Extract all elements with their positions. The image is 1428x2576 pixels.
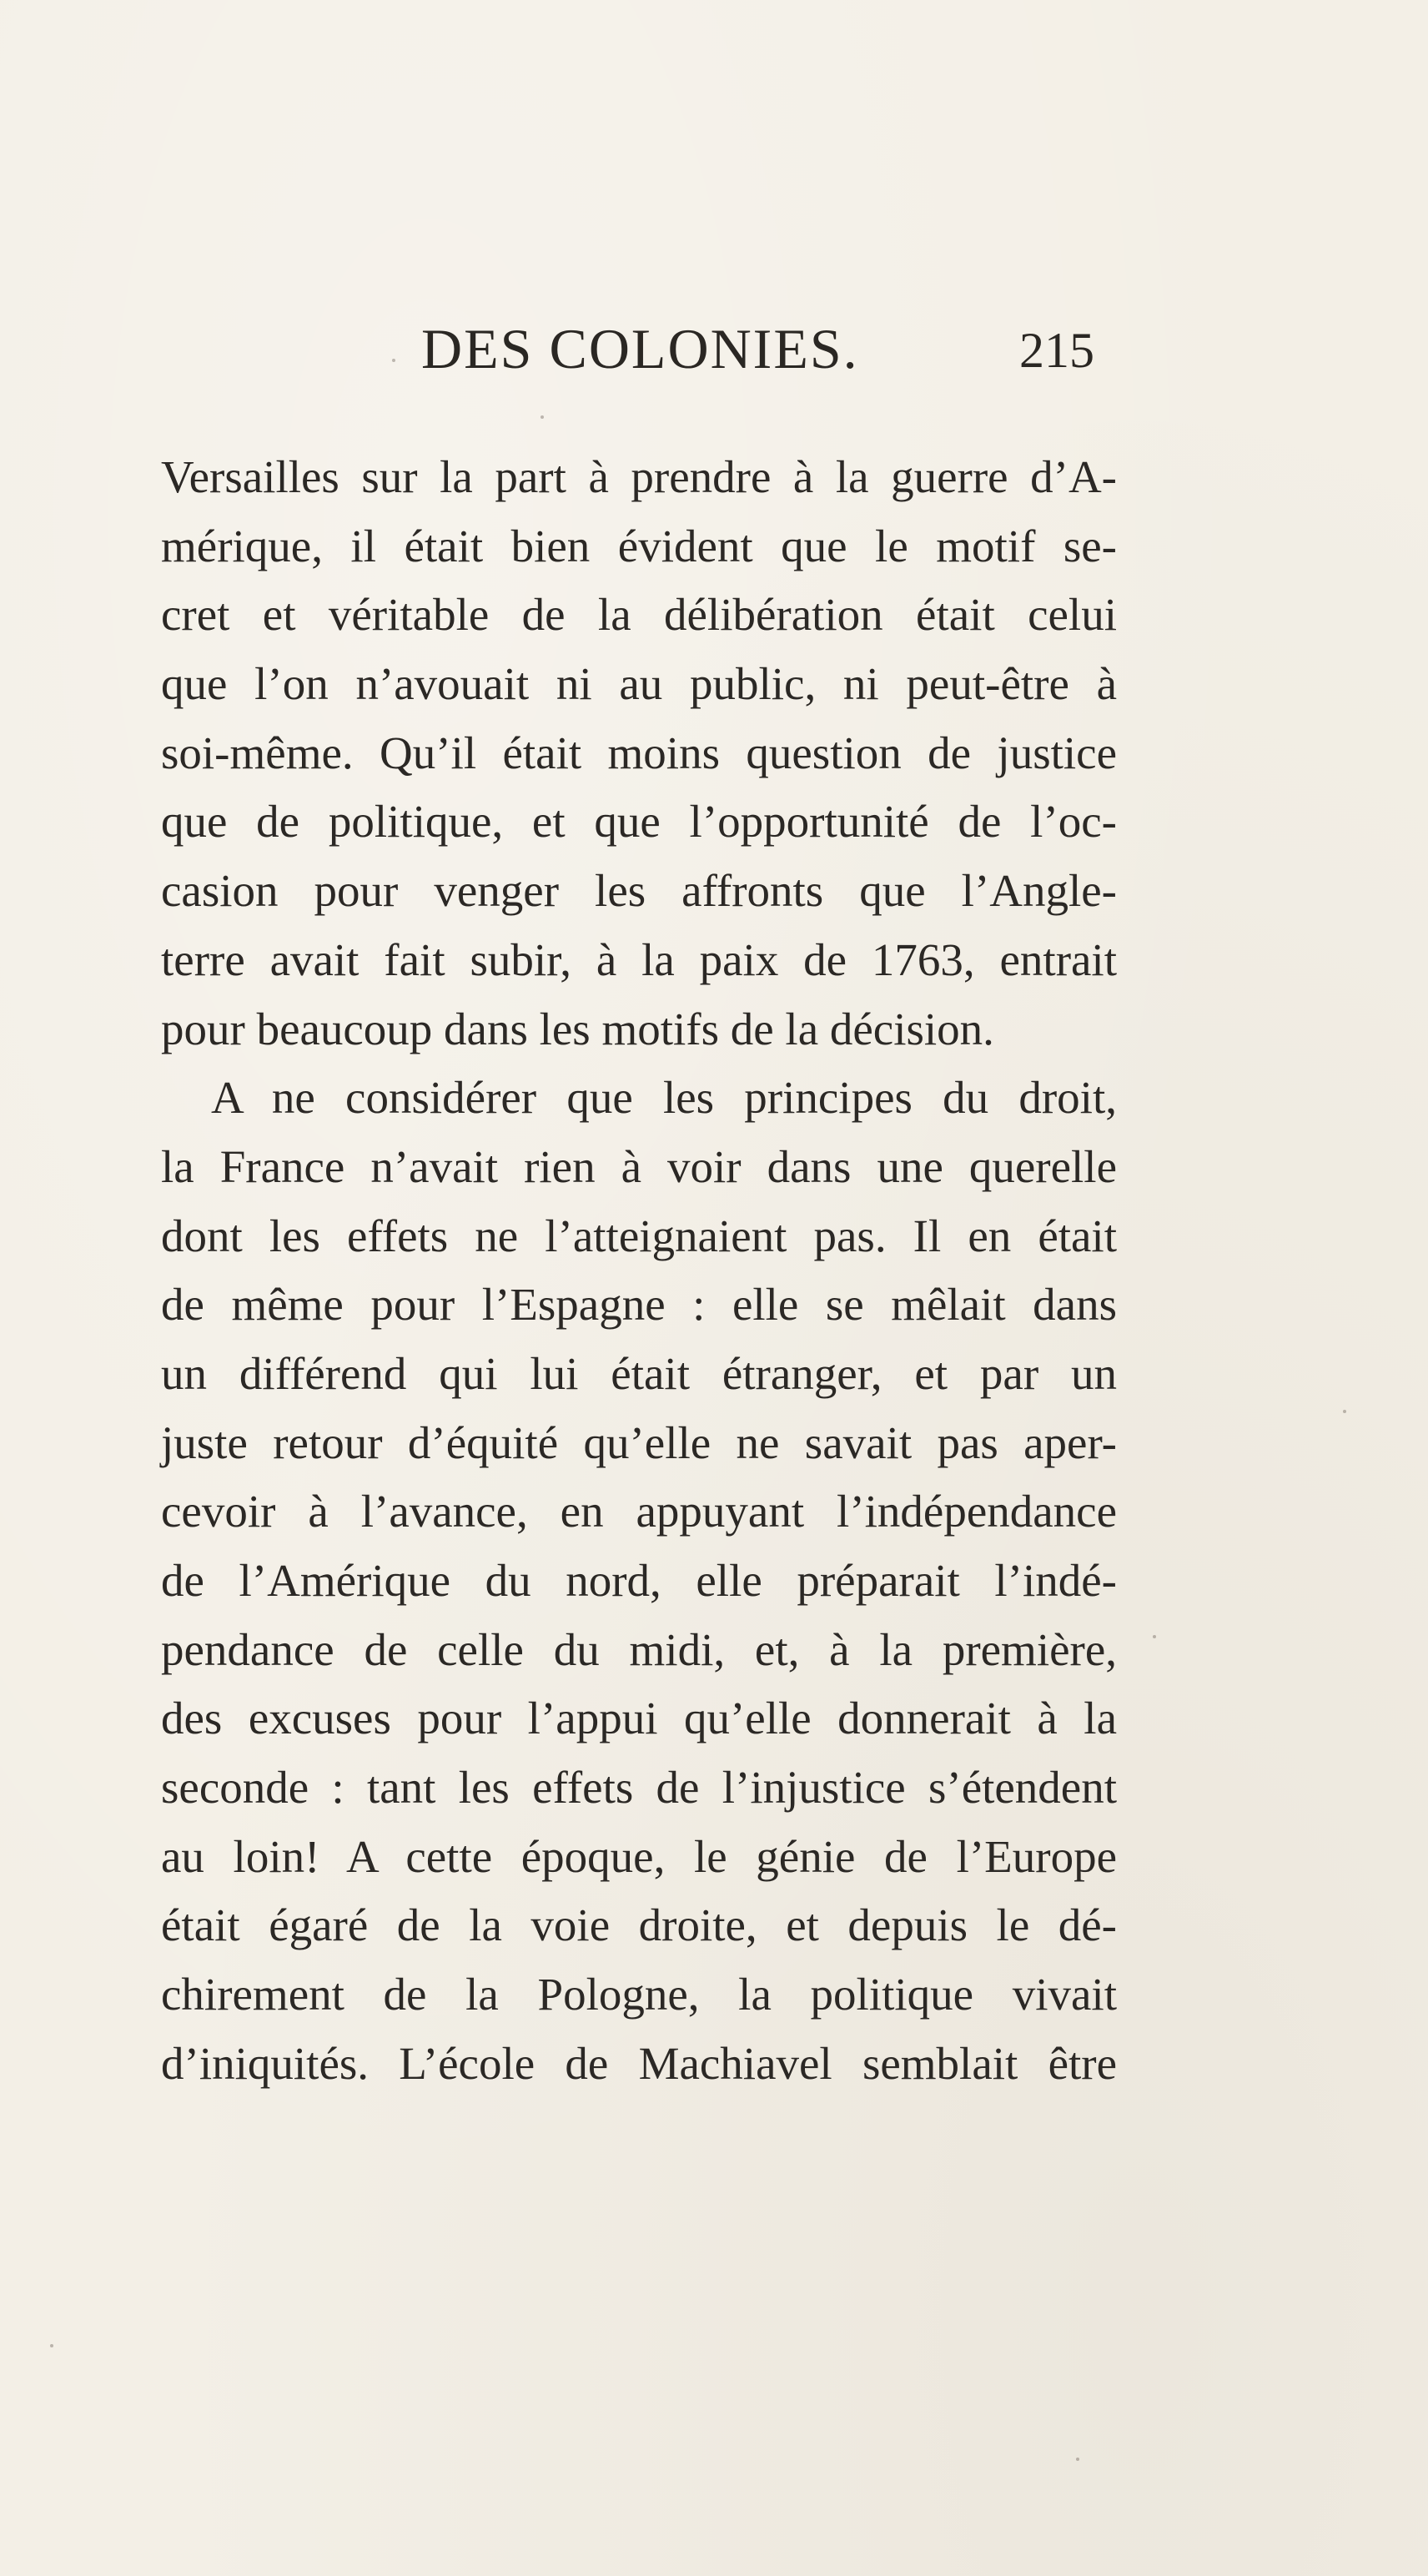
text-line: pour beaucoup dans les motifs de la décision. bbox=[161, 1003, 994, 1054]
text-line: casion pour venger les affronts que l’Angle- bbox=[161, 865, 1117, 917]
running-head bbox=[0, 315, 1428, 382]
text-line: Versailles sur la part à prendre à la guerre d’A- bbox=[161, 451, 1117, 502]
body-text bbox=[161, 443, 1117, 2099]
text-line: de même pour l’Espagne : elle se mêlait dans bbox=[161, 1279, 1117, 1331]
running-title: DES COLONIES. bbox=[421, 317, 859, 380]
text-line: dont les effets ne l’atteignaient pas. Il en était bbox=[161, 1210, 1117, 1261]
text-line: cret et véritable de la délibération était celui bbox=[161, 589, 1117, 641]
text-line: juste retour d’équité qu’elle ne savait pas aper- bbox=[161, 1416, 1117, 1468]
text-line: au loin! A cette époque, le génie de l’Europe bbox=[161, 1830, 1117, 1882]
text-line: soi-même. Qu’il était moins question de justice bbox=[161, 727, 1117, 778]
text-line: d’iniquités. L’école de Machiavel semblait être bbox=[161, 2037, 1117, 2089]
paper-speck bbox=[50, 2344, 53, 2347]
text-line: pendance de celle du midi, et, à la première, bbox=[161, 1623, 1117, 1675]
paper-speck bbox=[541, 415, 544, 419]
text-line: que de politique, et que l’opportunité de l’oc- bbox=[161, 796, 1117, 848]
text-line: que l’on n’avouait ni au public, ni peut-être à bbox=[161, 658, 1117, 710]
text-line: de l’Amérique du nord, elle préparait l’indé- bbox=[161, 1555, 1117, 1606]
text-line: un différend qui lui était étranger, et par un bbox=[161, 1347, 1117, 1399]
paper-speck bbox=[1076, 2458, 1079, 2461]
text-line: mérique, il était bien évident que le motif se- bbox=[161, 520, 1117, 571]
text-line: chirement de la Pologne, la politique vivait bbox=[161, 1969, 1117, 2020]
text-line: seconde : tant les effets de l’injustice s’étendent bbox=[161, 1762, 1117, 1814]
text-line: était égaré de la voie droite, et depuis le dé- bbox=[161, 1899, 1117, 1951]
paper-speck bbox=[392, 359, 395, 362]
text-line: des excuses pour l’appui qu’elle donnerait à la bbox=[161, 1693, 1117, 1744]
text-line: terre avait fait subir, à la paix de 1763, entrait bbox=[161, 933, 1117, 985]
text-line: cevoir à l’avance, en appuyant l’indépendance bbox=[161, 1486, 1117, 1537]
text-line: A ne considérer que les principes du droit, bbox=[211, 1072, 1117, 1124]
paper-speck bbox=[1343, 1410, 1346, 1413]
text-line: la France n’avait rien à voir dans une querelle bbox=[161, 1140, 1117, 1192]
paper-speck bbox=[1153, 1635, 1156, 1638]
page-number: 215 bbox=[1019, 323, 1094, 378]
